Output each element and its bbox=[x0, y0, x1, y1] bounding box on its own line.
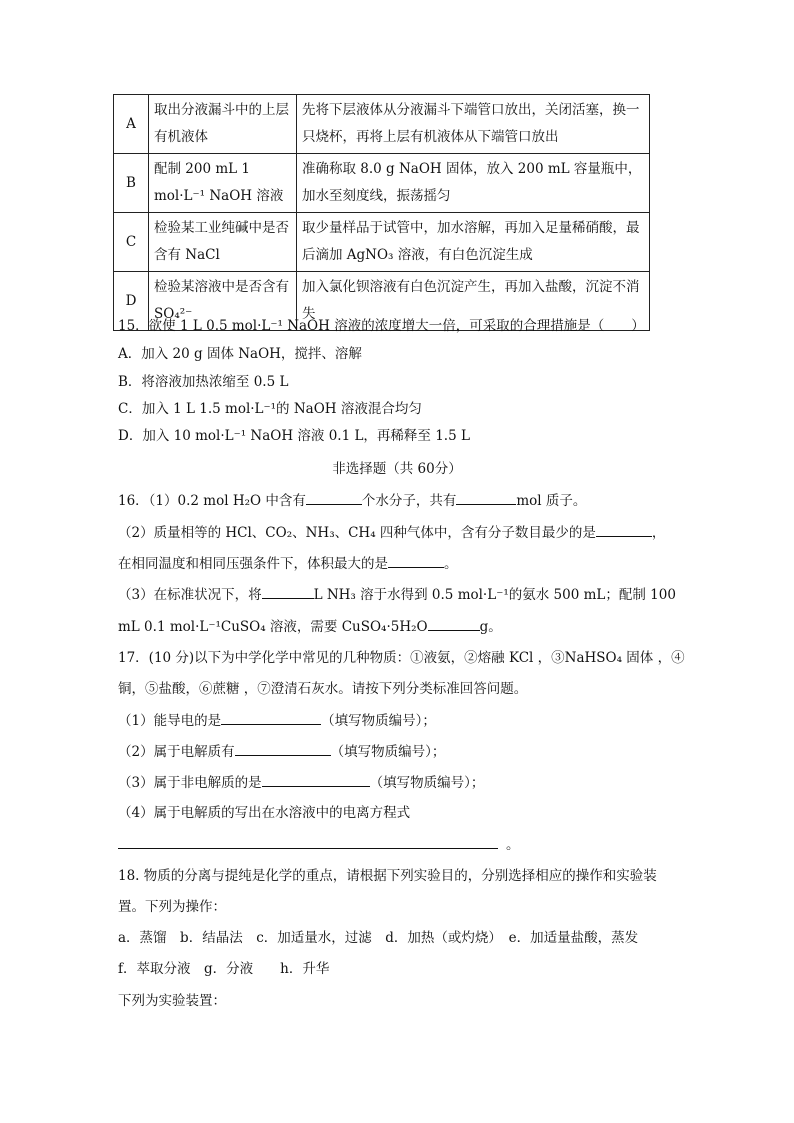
q15-stem: 15．欲使 1 L 0.5 mol·L⁻¹ NaOH 溶液的浓度增大一倍，可采取的合理措施是（ ） bbox=[118, 318, 645, 334]
text: （3）在标准状况下，将 bbox=[118, 587, 262, 603]
text: 16．（1）0.2 mol H₂O 中含有 bbox=[118, 493, 306, 509]
row-task: 检验某工业纯碱中是否含有 NaCl bbox=[149, 213, 297, 272]
answer-blank[interactable] bbox=[388, 553, 444, 568]
q17-sub4: （4）属于电解质的写出在水溶液中的电离方程式 bbox=[118, 805, 411, 821]
q16-part2-line2 bbox=[118, 553, 458, 574]
row-key: A bbox=[114, 95, 149, 154]
text: （填写物质编号）； bbox=[369, 775, 485, 791]
table-row bbox=[114, 213, 650, 272]
q17-sub2 bbox=[118, 741, 445, 762]
q16-part1 bbox=[118, 490, 586, 511]
q18-line2: 置。下列为操作： bbox=[118, 899, 226, 915]
row-task: 配制 200 mL 1 mol·L⁻¹ NaOH 溶液 bbox=[149, 154, 297, 213]
q16-part3-line1 bbox=[118, 584, 676, 605]
text: （2）质量相等的 HCl、CO₂、NH₃、CH₄ 四种气体中，含有分子数目最少的是 bbox=[118, 525, 596, 541]
row-method: 先将下层液体从分液漏斗下端管口放出，关闭活塞，换一只烧杯，再将上层有机液体从下端管口放出 bbox=[297, 95, 650, 154]
q17-sub1 bbox=[118, 710, 436, 731]
text: （填写物质编号）； bbox=[321, 713, 436, 729]
q16-part2-line1 bbox=[118, 522, 665, 543]
text: ， bbox=[651, 525, 666, 541]
text: mL 0.1 mol·L⁻¹CuSO₄ 溶液，需要 CuSO₄·5H₂O bbox=[118, 619, 428, 635]
text: 。 bbox=[506, 837, 520, 853]
q18-operations-1: a．蒸馏 b．结晶法 c．加适量水，过滤 d．加热（或灼烧） e．加适量盐酸，蒸发 bbox=[118, 930, 639, 946]
q17-answer-line bbox=[118, 834, 520, 855]
row-key: D bbox=[114, 272, 149, 331]
answer-blank[interactable] bbox=[262, 584, 314, 599]
options-table bbox=[113, 94, 650, 331]
q18-operations-2: f．萃取分液 g．分液 h．升华 bbox=[118, 961, 330, 977]
row-method: 加入氯化钡溶液有白色沉淀产生，再加入盐酸，沉淀不消失 bbox=[297, 272, 650, 331]
row-key: B bbox=[114, 154, 149, 213]
text: 。 bbox=[444, 556, 458, 572]
text: （1）能导电的是 bbox=[118, 713, 222, 729]
answer-blank[interactable] bbox=[428, 616, 480, 631]
row-method: 取少量样品于试管中，加水溶解，再加入足量稀硝酸，最后滴加 AgNO₃ 溶液，有白色沉淀生成 bbox=[297, 213, 650, 272]
text: g。 bbox=[479, 619, 502, 635]
section-title: 非选择题（共 60分） bbox=[332, 461, 462, 477]
q16-part3-line2 bbox=[118, 616, 502, 637]
table-row bbox=[114, 154, 650, 213]
text: 个水分子，共有 bbox=[361, 493, 457, 509]
text: L NH₃ 溶于水得到 0.5 mol·L⁻¹的氨水 500 mL；配制 100 bbox=[313, 587, 676, 603]
text: 在相同温度和相同压强条件下，体积最大的是 bbox=[118, 556, 388, 572]
answer-blank[interactable] bbox=[118, 834, 498, 849]
answer-blank[interactable] bbox=[306, 490, 362, 505]
text: mol 质子。 bbox=[516, 493, 587, 509]
answer-blank[interactable] bbox=[235, 741, 331, 756]
q17-sub3 bbox=[118, 772, 484, 793]
row-task: 取出分液漏斗中的上层有机液体 bbox=[149, 95, 297, 154]
answer-blank[interactable] bbox=[262, 772, 370, 787]
row-task: 检验某溶液中是否含有 SO₄²⁻ bbox=[149, 272, 297, 331]
q18-line1: 18. 物质的分离与提纯是化学的重点，请根据下列实验目的，分别选择相应的操作和实验装 bbox=[118, 868, 657, 884]
table-row bbox=[114, 95, 650, 154]
row-key: C bbox=[114, 213, 149, 272]
text: （3）属于非电解质的是 bbox=[118, 775, 262, 791]
answer-blank[interactable] bbox=[221, 710, 321, 725]
answer-blank[interactable] bbox=[596, 522, 652, 537]
text: （2）属于电解质有 bbox=[118, 744, 235, 760]
answer-blank[interactable] bbox=[456, 490, 516, 505]
q17-line2: 铜，⑤盐酸，⑥蔗糖 ，⑦澄清石灰水。请按下列分类标准回答问题。 bbox=[118, 681, 528, 697]
q18-apparatus-label: 下列为实验装置： bbox=[118, 993, 226, 1009]
q15-option-b: B．将溶液加热浓缩至 0.5 L bbox=[118, 374, 289, 390]
q15-option-c: C．加入 1 L 1.5 mol·L⁻¹的 NaOH 溶液混合均匀 bbox=[118, 401, 422, 417]
q15-option-d: D．加入 10 mol·L⁻¹ NaOH 溶液 0.1 L，再稀释至 1.5 L bbox=[118, 428, 470, 444]
text: （填写物质编号）； bbox=[330, 744, 446, 760]
q17-line1: 17．(10 分)以下为中学化学中常见的几种物质：①液氨，②熔融 KCl ，③NaHSO₄ 固体 ，④ bbox=[118, 650, 685, 666]
row-method: 准确称取 8.0 g NaOH 固体，放入 200 mL 容量瓶中，加水至刻度线，振荡摇匀 bbox=[297, 154, 650, 213]
q15-option-a: A．加入 20 g 固体 NaOH，搅拌、溶解 bbox=[118, 346, 362, 362]
